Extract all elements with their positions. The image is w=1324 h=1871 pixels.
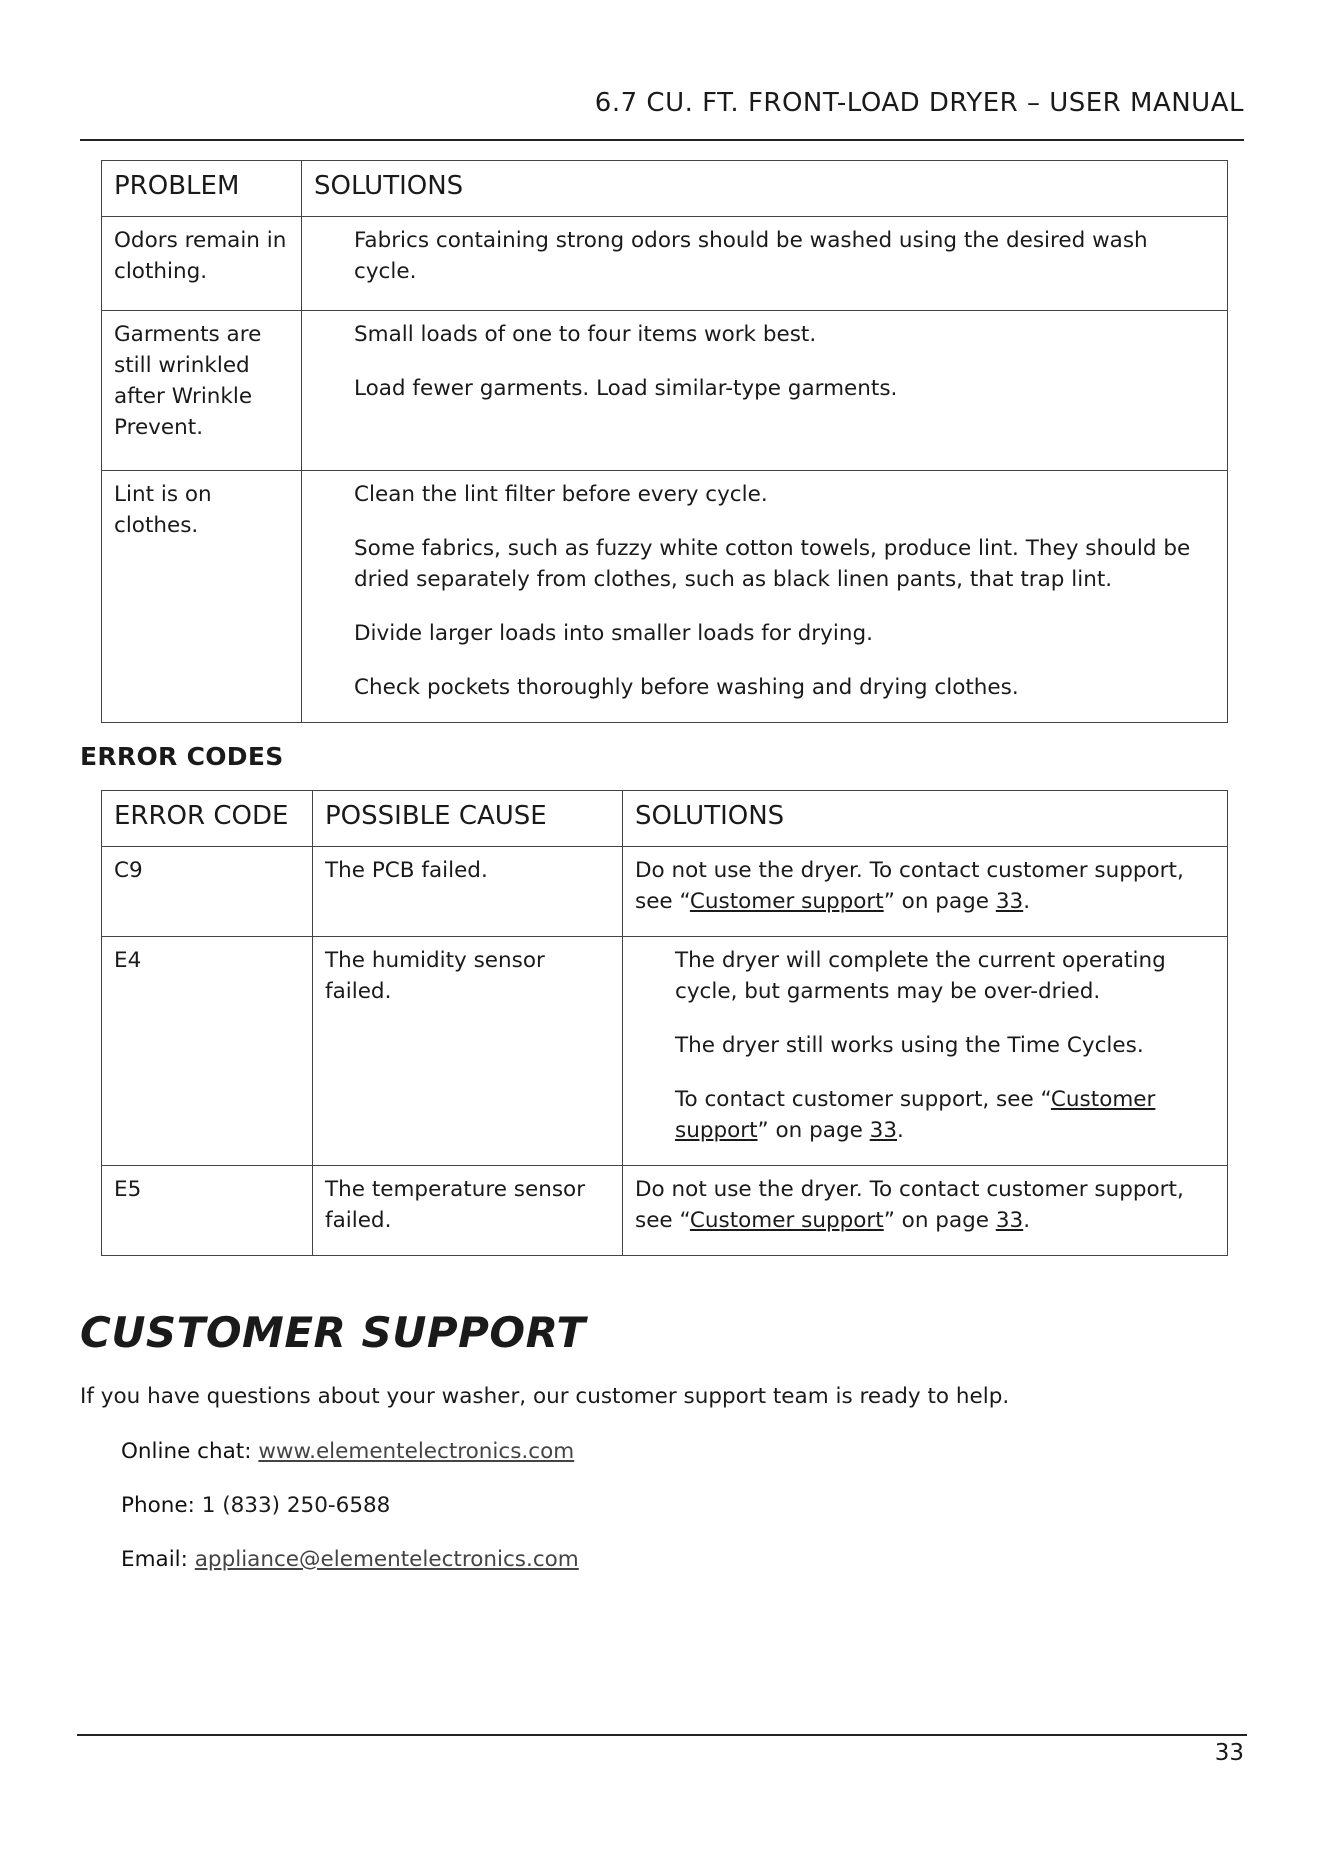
solutions-cell bbox=[302, 471, 1228, 723]
page-number: 33 bbox=[1214, 1740, 1244, 1766]
email-line bbox=[121, 1547, 579, 1572]
customer-support-link[interactable]: Customer support bbox=[675, 1087, 1156, 1143]
solution-text: ” on page bbox=[883, 889, 996, 914]
table-row bbox=[102, 847, 1228, 937]
online-chat-line bbox=[121, 1439, 574, 1464]
cause-cell: The temperature sensor failed. bbox=[313, 1166, 623, 1256]
solutions-cell bbox=[623, 847, 1228, 937]
table-row bbox=[102, 937, 1228, 1166]
solution-text: Do not use the dryer. To contact customer support, see “ bbox=[635, 858, 1184, 914]
column-header-possible-cause: POSSIBLE CAUSE bbox=[313, 791, 623, 847]
solutions-cell bbox=[302, 311, 1228, 471]
solution-item: Some fabrics, such as fuzzy white cotton towels, produce lint. They should be dried separately from clothes, such as black linen pants, that trap lint. bbox=[354, 536, 1191, 592]
table-row bbox=[102, 311, 1228, 471]
customer-support-link[interactable]: Customer support bbox=[689, 1208, 884, 1233]
phone-line bbox=[121, 1493, 390, 1518]
problem-cell: Odors remain in clothing. bbox=[102, 217, 302, 311]
phone-label: Phone: bbox=[121, 1493, 195, 1518]
error-codes-table bbox=[101, 790, 1228, 1256]
solution-text: To contact customer support, see “ bbox=[675, 1087, 1051, 1112]
solution-item: Small loads of one to four items work best. bbox=[354, 322, 817, 347]
phone-number: 1 (833) 250-6588 bbox=[201, 1493, 391, 1518]
page-link[interactable]: 33 bbox=[995, 889, 1024, 914]
page-link[interactable]: 33 bbox=[995, 1208, 1024, 1233]
solution-item: The dryer will complete the current operating cycle, but garments may be over-dried. bbox=[675, 948, 1166, 1004]
page-link[interactable]: 33 bbox=[869, 1118, 898, 1143]
solution-text: . bbox=[1023, 889, 1031, 914]
solution-text: . bbox=[897, 1118, 904, 1143]
table-header-row bbox=[102, 791, 1228, 847]
problems-table bbox=[101, 160, 1228, 723]
table-row bbox=[102, 217, 1228, 311]
column-header-solutions: SOLUTIONS bbox=[623, 791, 1228, 847]
column-header-problem: PROBLEM bbox=[102, 161, 302, 217]
solution-item: Load fewer garments. Load similar-type garments. bbox=[354, 376, 898, 401]
error-codes-heading: ERROR CODES bbox=[80, 742, 284, 771]
solution-item: Divide larger loads into smaller loads for drying. bbox=[354, 621, 873, 646]
column-header-error-code: ERROR CODE bbox=[102, 791, 313, 847]
solution-text: . bbox=[1023, 1208, 1031, 1233]
solutions-cell bbox=[623, 937, 1228, 1166]
error-code-cell: E5 bbox=[102, 1166, 313, 1256]
solution-item: The dryer still works using the Time Cycles. bbox=[675, 1033, 1144, 1058]
solution-item: Clean the lint filter before every cycle. bbox=[354, 482, 768, 507]
table-row bbox=[102, 1166, 1228, 1256]
header-divider bbox=[80, 139, 1244, 141]
email-link[interactable]: appliance@elementelectronics.com bbox=[194, 1547, 579, 1572]
customer-support-link[interactable]: Customer support bbox=[689, 889, 884, 914]
problem-cell: Garments are still wrinkled after Wrinkle Prevent. bbox=[102, 311, 302, 471]
error-code-cell: E4 bbox=[102, 937, 313, 1166]
customer-support-heading: CUSTOMER SUPPORT bbox=[80, 1308, 586, 1357]
problem-cell: Lint is on clothes. bbox=[102, 471, 302, 723]
solution-item bbox=[675, 1084, 1215, 1146]
online-chat-label: Online chat: bbox=[121, 1439, 252, 1464]
header-title: 6.7 CU. FT. FRONT-LOAD DRYER – USER MANUAL bbox=[594, 88, 1244, 118]
solutions-cell bbox=[623, 1166, 1228, 1256]
footer-divider bbox=[77, 1734, 1247, 1736]
solution-text: ” on page bbox=[757, 1118, 870, 1143]
cause-cell: The humidity sensor failed. bbox=[313, 937, 623, 1166]
cause-cell: The PCB failed. bbox=[313, 847, 623, 937]
error-code-cell: C9 bbox=[102, 847, 313, 937]
customer-support-intro: If you have questions about your washer, our customer support team is ready to help. bbox=[80, 1384, 1010, 1409]
column-header-solutions: SOLUTIONS bbox=[302, 161, 1228, 217]
solution-item: Fabrics containing strong odors should be washed using the desired wash cycle. bbox=[354, 228, 1148, 284]
solution-text: ” on page bbox=[883, 1208, 996, 1233]
website-link[interactable]: www.elementelectronics.com bbox=[258, 1439, 575, 1464]
solutions-cell bbox=[302, 217, 1228, 311]
table-header-row bbox=[102, 161, 1228, 217]
table-row bbox=[102, 471, 1228, 723]
solution-item: Check pockets thoroughly before washing and drying clothes. bbox=[354, 675, 1019, 700]
solution-text: Do not use the dryer. To contact customer support, see “ bbox=[635, 1177, 1184, 1233]
email-label: Email: bbox=[121, 1547, 188, 1572]
